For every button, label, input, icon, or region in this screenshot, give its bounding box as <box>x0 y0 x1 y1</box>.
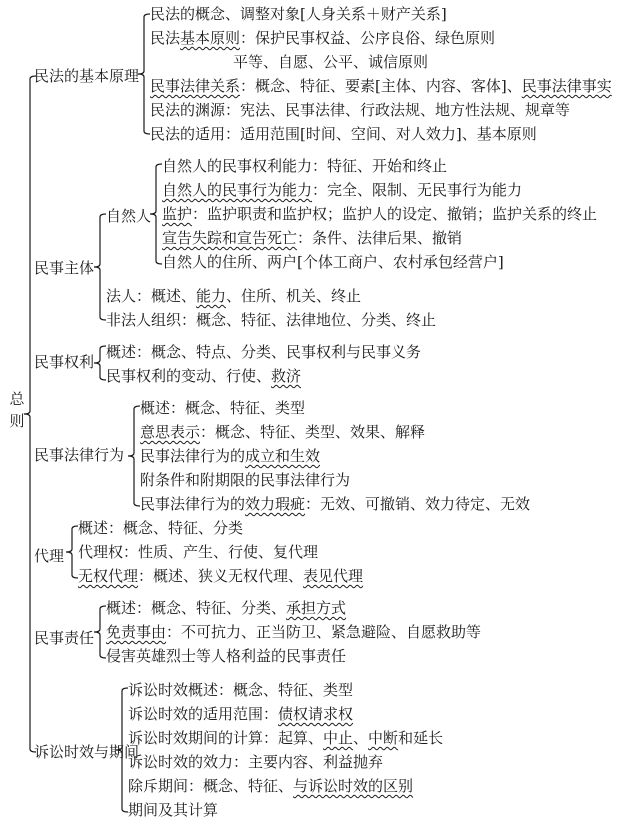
key-term: 免责事由 <box>106 623 167 641</box>
key-term: 监护 <box>162 205 193 223</box>
list-item <box>140 446 320 466</box>
item-text: 民事法律行为的 <box>140 495 246 513</box>
item-text: 诉讼时效概述：概念、特征、类型 <box>128 681 354 699</box>
item-text: 自然人的民事权利能力：特征、开始和终止 <box>162 157 448 175</box>
item-text: 民法的适用：适用范围[时间、空间、对人效力]、基本原则 <box>150 125 537 143</box>
key-term: 成立和生效 <box>245 447 321 465</box>
item-text: ：无效、可撤销、效力待定、无效 <box>305 495 531 513</box>
item-text: ：不可抗力、正当防卫、紧急避险、自愿救助等 <box>166 623 482 641</box>
list-item <box>162 180 522 200</box>
key-term: 基本原则 <box>180 29 241 47</box>
list-item <box>128 800 218 820</box>
item-text: 附条件和附期限的民事法律行为 <box>140 471 351 489</box>
key-term: 救济 <box>271 367 302 385</box>
list-item <box>78 518 243 538</box>
item-text: 民法 <box>150 29 181 47</box>
section-label: 民事法律行为 <box>34 446 125 464</box>
item-text: 非法人组织：概念、特征、法律地位、分类、终止 <box>106 311 437 329</box>
item-text: ：概念、特征、要素[主体、内容、客体]、 <box>240 77 522 95</box>
item-text: 民事法律行为的 <box>140 447 246 465</box>
list-item <box>162 252 504 272</box>
key-term: 自然人的民事行为能力 <box>162 181 313 199</box>
item-text: 概述：概念、特征、类型 <box>140 399 306 417</box>
list-item <box>128 704 353 724</box>
list-item <box>140 422 425 442</box>
bracket-section-4 <box>66 526 78 578</box>
subsection-label: 自然人 <box>106 207 152 225</box>
root-topic: 总则 <box>9 390 25 430</box>
list-item <box>106 366 301 386</box>
list-item <box>128 776 413 796</box>
list-item <box>150 124 537 144</box>
list-item <box>140 494 530 514</box>
item-text: 概述：概念、特征、分类、 <box>106 599 287 617</box>
item-text: 侵害英雄烈士等人格利益的民事责任 <box>106 647 347 665</box>
bracket-section-2 <box>94 346 106 380</box>
list-item <box>106 342 421 362</box>
list-item <box>162 228 462 248</box>
item-text: ：监护职责和监护权；监护人的设定、撤销；监护关系的终止 <box>192 205 598 223</box>
item-text: 自然人的住所、两户[个体工商户、农村承包经营户] <box>162 253 504 271</box>
key-term: 承担方式 <box>286 599 347 617</box>
item-text: ：完全、限制、无民事行为能力 <box>312 181 523 199</box>
item-text: 民法的概念、调整对象[人身关系＋财产关系] <box>150 5 447 23</box>
list-item <box>150 76 612 96</box>
item-text: 和延长 <box>398 729 444 747</box>
item-text: 期间及其计算 <box>128 801 219 819</box>
item-text: 概述：概念、特征、分类 <box>78 519 244 537</box>
list-item <box>150 28 495 48</box>
key-term: 能力 <box>196 287 227 305</box>
section-label: 诉讼时效与期间 <box>34 743 140 761</box>
item-text: 诉讼时效的适用范围： <box>128 705 279 723</box>
list-item <box>106 286 361 306</box>
list-item <box>78 542 318 562</box>
list-item <box>128 752 383 772</box>
list-item <box>150 100 570 120</box>
section-label: 民事主体 <box>34 259 95 277</box>
item-text: 代理权：性质、产生、行使、复代理 <box>78 543 319 561</box>
bracket-section-3 <box>128 406 140 506</box>
item-text: 法人：概述、 <box>106 287 197 305</box>
section-label: 民事权利 <box>34 353 95 371</box>
bracket-minshi-zhuti <box>94 214 106 320</box>
bracket-section-5 <box>94 606 106 658</box>
list-item <box>128 728 443 748</box>
key-term: 债权请求权 <box>278 705 354 723</box>
key-term: 无权代理 <box>78 567 139 585</box>
item-text: ：保护民事权益、公序良俗、绿色原则 <box>240 29 496 47</box>
list-item <box>106 646 346 666</box>
bracket-section-0 <box>138 14 150 134</box>
list-item <box>162 156 447 176</box>
item-text: ：条件、法律后果、撤销 <box>297 229 463 247</box>
key-term: 中止 <box>323 729 354 747</box>
item-text: 诉讼时效期间的计算：起算、 <box>128 729 324 747</box>
item-text: ：概述、狭义无权代理、 <box>138 567 304 585</box>
item-text: 民法的渊源：宪法、民事法律、行政法规、地方性法规、规章等 <box>150 101 571 119</box>
item-text: ：概念、特征、类型、效果、解释 <box>200 423 426 441</box>
list-item <box>106 622 481 642</box>
section-label: 代理 <box>34 547 65 565</box>
item-text: 除斥期间：概念、特征、 <box>128 777 294 795</box>
key-term: 意思表示 <box>140 423 201 441</box>
item-text: 、 <box>353 729 369 747</box>
key-term: 宣告失踪和宣告死亡 <box>162 229 298 247</box>
item-text: 平等、自愿、公平、诚信原则 <box>233 53 429 71</box>
section-label: 民法的基本原理 <box>34 67 140 85</box>
list-item <box>162 204 597 224</box>
list-item <box>106 598 346 618</box>
list-item <box>78 566 363 586</box>
key-term: 与诉讼时效的区别 <box>293 777 414 795</box>
key-term: 民事法律关系 <box>150 77 241 95</box>
item-text: 诉讼时效的效力：主要内容、利益抛弃 <box>128 753 384 771</box>
list-item <box>106 310 436 330</box>
key-term: 民事法律事实 <box>521 77 612 95</box>
item-text: 、住所、机关、终止 <box>226 287 362 305</box>
section-label: 民事责任 <box>34 629 95 647</box>
list-item <box>140 398 305 418</box>
key-term: 效力瑕疵 <box>245 495 306 513</box>
item-text: 民事权利的变动、行使、 <box>106 367 272 385</box>
bracket-ziranren <box>150 164 162 264</box>
key-term: 表见代理 <box>303 567 364 585</box>
item-text: 概述：概念、特点、分类、民事权利与民事义务 <box>106 343 422 361</box>
list-item <box>140 470 350 490</box>
list-item <box>150 4 447 24</box>
list-item <box>233 52 428 72</box>
key-term: 中断 <box>368 729 399 747</box>
list-item <box>128 680 353 700</box>
